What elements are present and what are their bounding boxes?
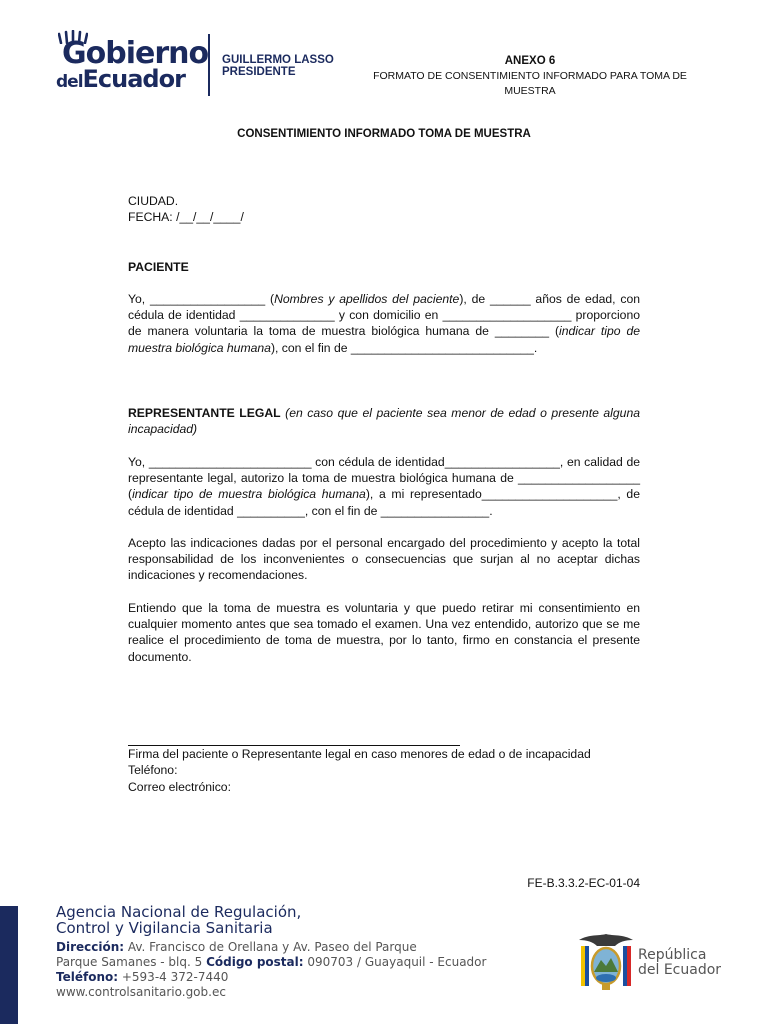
footer-accent-bar: [0, 906, 18, 1024]
logo-line2-small: del: [56, 72, 83, 92]
annex-subtitle: FORMATO DE CONSENTIMIENTO INFORMADO PARA TOMA DE MUESTRA: [373, 70, 687, 97]
signature-label: Firma del paciente o Representante legal en caso menores de edad o de incapacidad: [128, 746, 591, 761]
agency-line1: Agencia Nacional de Regulación,: [56, 903, 302, 921]
patient-paragraph: Yo, _________________ (Nombres y apellidos del paciente), de ______ años de edad, con cédula de identidad ______________ y con domicilio en ___________________ proporciono de manera voluntaria la toma de muestra biológica humana de ________ (indicar tipo de muestra biológica humana), con el fin de ___________________________.: [128, 291, 641, 355]
republic-line2: del Ecuador: [638, 962, 722, 978]
document-body: [128, 193, 640, 795]
phone-label: Teléfono:: [128, 763, 178, 778]
footer-phone: Teléfono: +593-4 372-7440: [56, 970, 229, 984]
representative-paragraph: Yo, ________________________ con cédula de identidad_________________, en calidad de representante legal, autorizo la toma de muestra biológica humana de __________________ (indicar tipo de muestra biológica humana), a mi representado____________________, de cédula de identidad __________, con el fin de ________________.: [128, 454, 640, 518]
footer-website: www.controlsanitario.gob.ec: [56, 985, 226, 999]
republic-line1: República: [638, 947, 707, 963]
date-label: FECHA: /__/__/____/: [128, 210, 244, 225]
patient-heading: PACIENTE: [128, 259, 189, 274]
annex-block: [360, 54, 700, 99]
document-title: CONSENTIMIENTO INFORMADO TOMA DE MUESTRA: [237, 128, 531, 140]
address-line1: Dirección: Av. Francisco de Orellana y Av. Paseo del Parque: [56, 940, 417, 954]
president-block: [222, 54, 334, 78]
republica-label: [638, 948, 721, 978]
address-line2: Parque Samanes - blq. 5 Código postal: 090703 / Guayaquil - Ecuador: [56, 955, 487, 969]
agency-contact: [56, 940, 486, 1000]
logo-line1: Gobierno: [62, 36, 209, 71]
president-title: PRESIDENTE: [222, 66, 296, 78]
logo-line2-big: Ecuador: [82, 65, 185, 93]
agency-name: [56, 904, 301, 936]
ecuador-coat-of-arms-icon: [575, 930, 637, 994]
representative-heading: REPRESENTANTE LEGAL (en caso que el paciente sea menor de edad o presente alguna incapacidad): [128, 406, 640, 437]
city-label: CIUDAD.: [128, 194, 179, 208]
understanding-paragraph: Entiendo que la toma de muestra es voluntaria y que puedo retirar mi consentimiento en cualquier momento antes que sea tomado el examen. Una vez entendido, autorizo que se me realice el procedimiento de toma de muestra, por lo tanto, firmo en constancia el presente documento.: [128, 600, 640, 664]
email-label: Correo electrónico:: [128, 779, 231, 794]
gobierno-logo: [56, 36, 209, 93]
president-name: GUILLERMO LASSO: [222, 54, 334, 66]
acceptance-paragraph: Acepto las indicaciones dadas por el personal encargado del procedimiento y acepto la total responsabilidad de los inconvenientes o consecuencias que surjan al no aceptar dichas indicaciones y recomendaciones.: [128, 535, 640, 583]
document-code: FE-B.3.3.2-EC-01-04: [527, 876, 640, 890]
annex-title: ANEXO 6: [504, 55, 556, 67]
logo-divider: [208, 34, 210, 96]
agency-line2: Control y Vigilancia Sanitaria: [56, 919, 273, 937]
